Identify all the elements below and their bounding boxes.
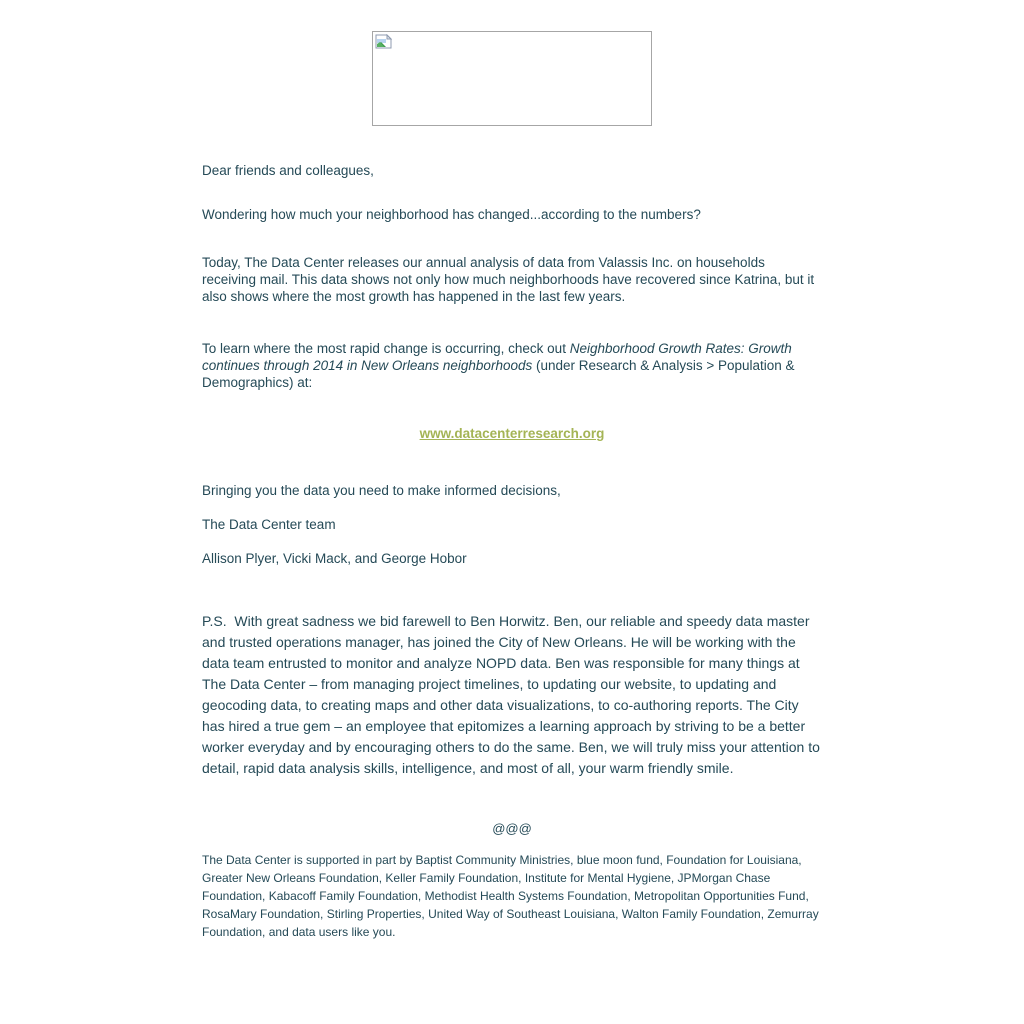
- email-body: [202, 31, 822, 941]
- team-signature: The Data Center team: [202, 517, 336, 532]
- broken-image-icon: [375, 34, 392, 49]
- learn-more-paragraph: [202, 340, 822, 391]
- website-link-row: [202, 425, 822, 442]
- website-link[interactable]: www.datacenterresearch.org: [419, 426, 605, 441]
- signers-line: Allison Plyer, Vicki Mack, and George Hobor: [202, 551, 467, 566]
- report-title: Neighborhood Growth Rates: Growth continues through 2014 in New Orleans neighborhoods: [202, 341, 792, 373]
- closing-line: Bringing you the data you need to make informed decisions,: [202, 483, 561, 498]
- intro-paragraph: Wondering how much your neighborhood has changed...according to the numbers?: [202, 207, 701, 222]
- learn-more-prefix: To learn where the most rapid change is occurring, check out: [202, 341, 570, 356]
- missing-image-placeholder: [372, 31, 652, 126]
- learn-more-suffix: (under Research & Analysis > Population & Demographics) at:: [202, 358, 795, 390]
- section-separator: @@@: [492, 821, 532, 836]
- funders-footer: The Data Center is supported in part by Baptist Community Ministries, blue moon fund, Foundation for Louisiana, Greater New Orleans Foundation, Keller Family Foundation, Institute for Mental Hygiene, JPMorgan Chase Foundation, Kabacoff Family Foundation, Methodist Health Systems Foundation, Metropolitan Opportunities Fund, RosaMary Foundation, Stirling Properties, United Way of Southeast Louisiana, Walton Family Foundation, Zemurray Foundation, and data users like you.: [202, 853, 819, 939]
- postscript-paragraph: P.S. With great sadness we bid farewell to Ben Horwitz. Ben, our reliable and speedy data master and trusted operations manager, has joined the City of New Orleans. He will be working with the data team entrusted to monitor and analyze NOPD data. Ben was responsible for many things at The Data Center – from managing project timelines, to updating our website, to updating and geocoding data, to creating maps and other data visualizations, to co-authoring reports. The City has hired a true gem – an employee that epitomizes a learning approach by striving to be a better worker everyday and by encouraging others to do the same. Ben, we will truly miss your attention to detail, rapid data analysis skills, intelligence, and most of all, your warm friendly smile.: [202, 613, 824, 776]
- salutation: Dear friends and colleagues,: [202, 163, 374, 178]
- announcement-paragraph: Today, The Data Center releases our annual analysis of data from Valassis Inc. on households receiving mail. This data shows not only how much neighborhoods have recovered since Katrina, but it also shows where the most growth has happened in the last few years.: [202, 255, 815, 304]
